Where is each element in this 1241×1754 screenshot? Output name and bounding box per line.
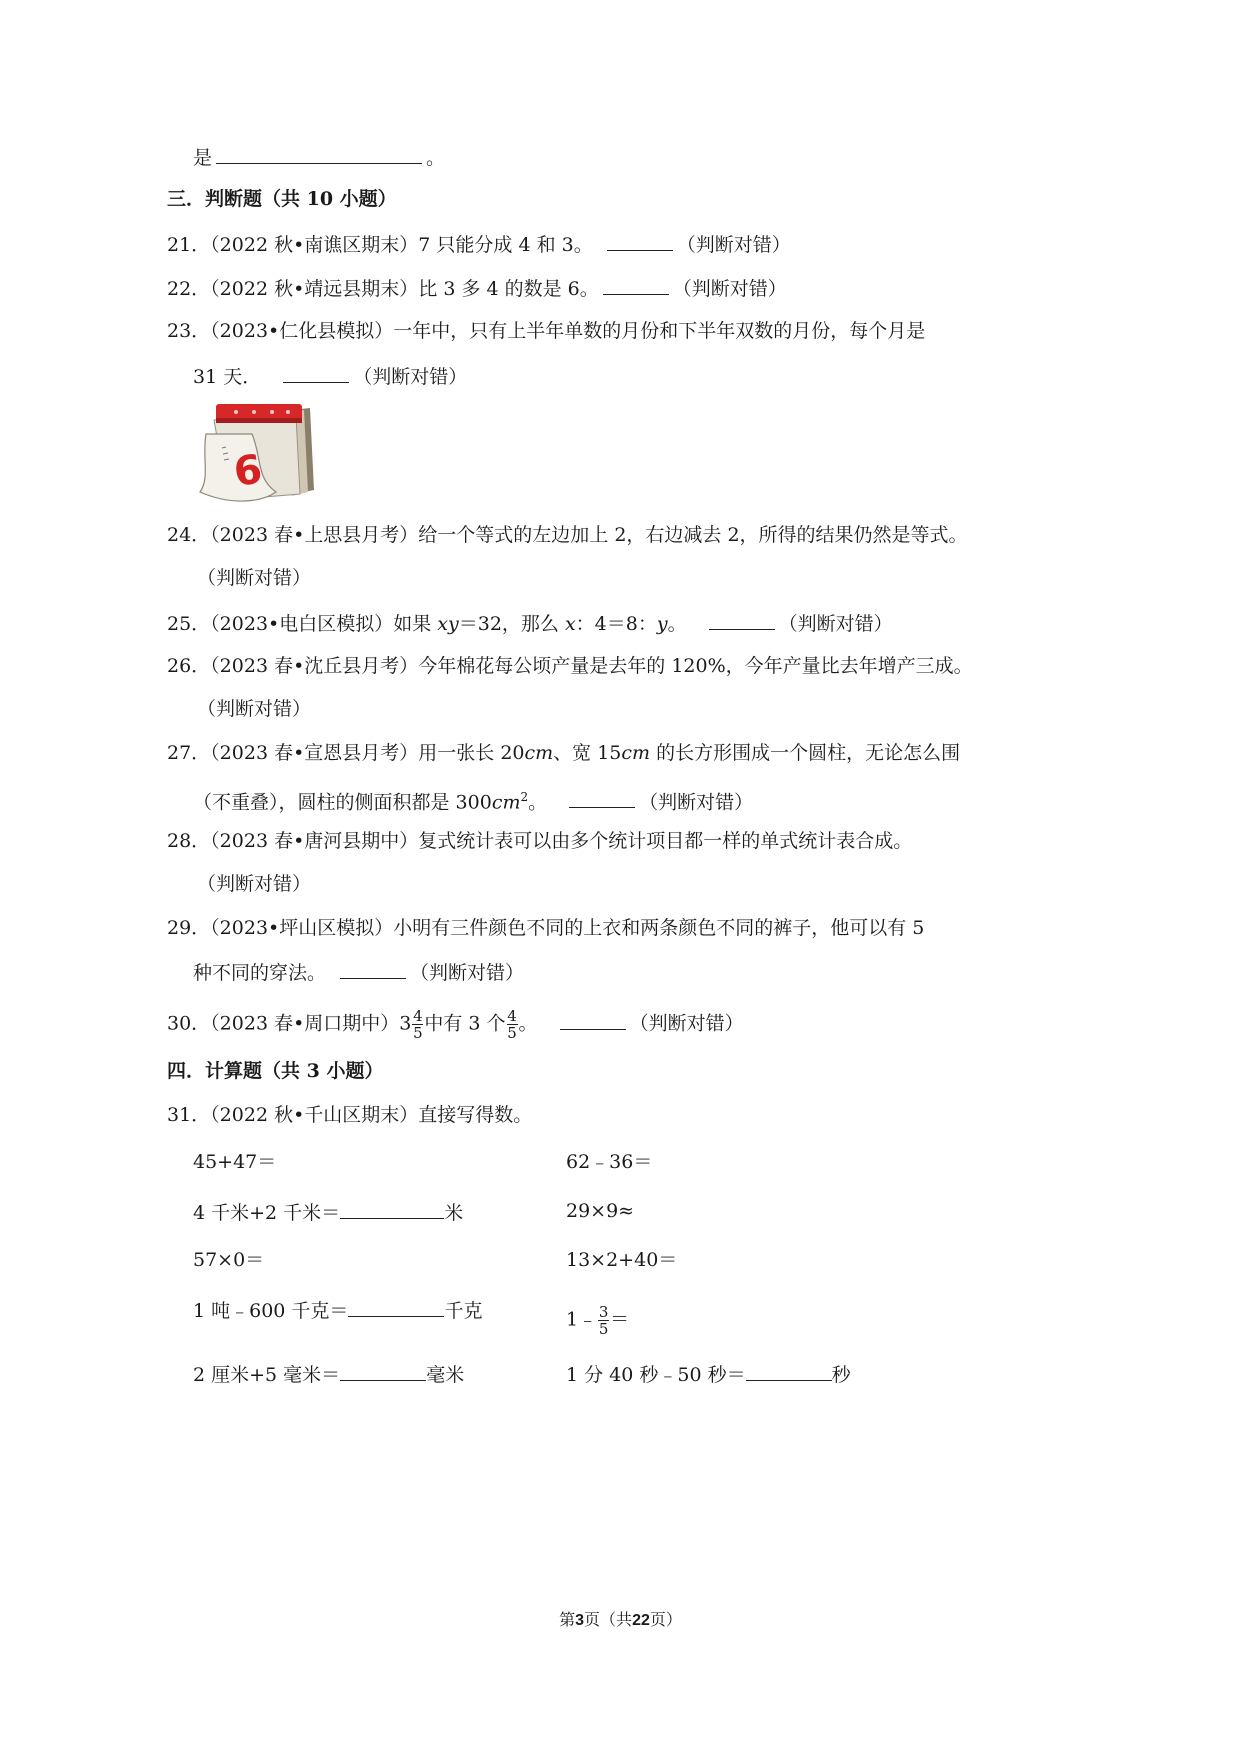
question-24-line1: 24．（2023 春•上思县月考）给一个等式的左边加上 2，右边减去 2，所得的结果仍然是等式。 bbox=[167, 524, 968, 546]
question-26-line2: （判断对错） bbox=[197, 698, 312, 720]
question-30: 30．（2023 春•周口期中）3 $\frac{4}{5}$ 中有 3 个 $\frac{4}{5}$ 。 （判断对错） bbox=[167, 1007, 744, 1042]
question-25: 25．（2023•电白区模拟）如果 xy＝32，那么 x：4＝8：y。 （判断对错） bbox=[167, 609, 893, 637]
page-footer: 第3页（共22页） bbox=[559, 1610, 682, 1629]
answer-blank[interactable] bbox=[569, 787, 635, 808]
answer-blank[interactable] bbox=[283, 362, 349, 383]
question-22: 22．（2022 秋•靖远县期末）比 3 多 4 的数是 6。 （判断对错） bbox=[167, 274, 787, 302]
question-21: 21．（2022 秋•南谯区期末）7 只能分成 4 和 3。 （判断对错） bbox=[167, 230, 791, 258]
answer-blank[interactable] bbox=[340, 958, 406, 979]
answer-blank[interactable] bbox=[709, 609, 775, 630]
calc-a5: 2 厘米+5 毫米＝ 毫米 bbox=[193, 1360, 464, 1388]
fraction: $\frac{4}{5}$ bbox=[507, 1007, 517, 1042]
question-27-line2: （不重叠），圆柱的侧面积都是 $300cm^2$。 （判断对错） bbox=[193, 784, 753, 815]
answer-blank[interactable] bbox=[340, 1360, 426, 1381]
question-29-line1: 29．（2023•坪山区模拟）小明有三件颜色不同的上衣和两条颜色不同的裤子，他可以有 5 bbox=[167, 917, 925, 939]
q20-tail: 是 。 bbox=[193, 143, 445, 171]
question-31: 31．（2022 秋•千山区期末）直接写得数。 bbox=[167, 1104, 533, 1126]
calc-b4: 1﹣ $\frac{3}{5}$ ＝ bbox=[566, 1303, 630, 1338]
answer-blank[interactable] bbox=[746, 1360, 832, 1381]
question-26-line1: 26．（2023 春•沈丘县月考）今年棉花每公顷产量是去年的 120%，今年产量比去年增产三成。 bbox=[167, 655, 973, 677]
question-23-line1: 23．（2023•仁化县模拟）一年中，只有上半年单数的月份和下半年双数的月份，每个月是 bbox=[167, 320, 926, 342]
question-24-line2: （判断对错） bbox=[197, 567, 312, 589]
answer-blank[interactable] bbox=[348, 1296, 444, 1317]
question-28-line1: 28．（2023 春•唐河县期中）复式统计表可以由多个统计项目都一样的单式统计表合成。 bbox=[167, 830, 913, 852]
answer-blank[interactable] bbox=[607, 230, 673, 251]
calc-a3: 57×0＝ bbox=[193, 1249, 265, 1271]
calc-b2: 29×9≈ bbox=[566, 1200, 635, 1222]
calc-b5: 1 分 40 秒﹣50 秒＝ 秒 bbox=[566, 1360, 851, 1388]
answer-blank[interactable] bbox=[216, 143, 422, 164]
question-27-line1: 27．（2023 春•宣恩县月考）用一张长 20cm、宽 15cm 的长方形围成一个圆柱，无论怎么围 bbox=[167, 742, 961, 764]
answer-blank[interactable] bbox=[603, 274, 669, 295]
calc-a2: 4 千米+2 千米＝ 米 bbox=[193, 1198, 463, 1226]
calc-a1: 45+47＝ bbox=[193, 1151, 277, 1173]
section-4-title: 四．计算题（共 3 小题） bbox=[167, 1060, 384, 1082]
fraction: $\frac{3}{5}$ bbox=[598, 1303, 609, 1338]
calc-a4: 1 吨﹣600 千克＝ 千克 bbox=[193, 1296, 482, 1324]
answer-blank[interactable] bbox=[340, 1198, 444, 1219]
calc-b3: 13×2+40＝ bbox=[566, 1249, 678, 1271]
calendar-digit: 6 bbox=[230, 446, 265, 496]
answer-blank[interactable] bbox=[560, 1009, 626, 1030]
question-29-line2: 种不同的穿法。 （判断对错） bbox=[193, 958, 524, 986]
calc-b1: 62﹣36＝ bbox=[566, 1151, 653, 1173]
question-28-line2: （判断对错） bbox=[197, 873, 312, 895]
question-23-line2: 31 天． （判断对错） bbox=[193, 362, 467, 390]
fraction: $\frac{4}{5}$ bbox=[413, 1007, 423, 1042]
section-3-title: 三．判断题（共 10 小题） bbox=[167, 188, 397, 210]
calendar-image bbox=[192, 398, 320, 508]
